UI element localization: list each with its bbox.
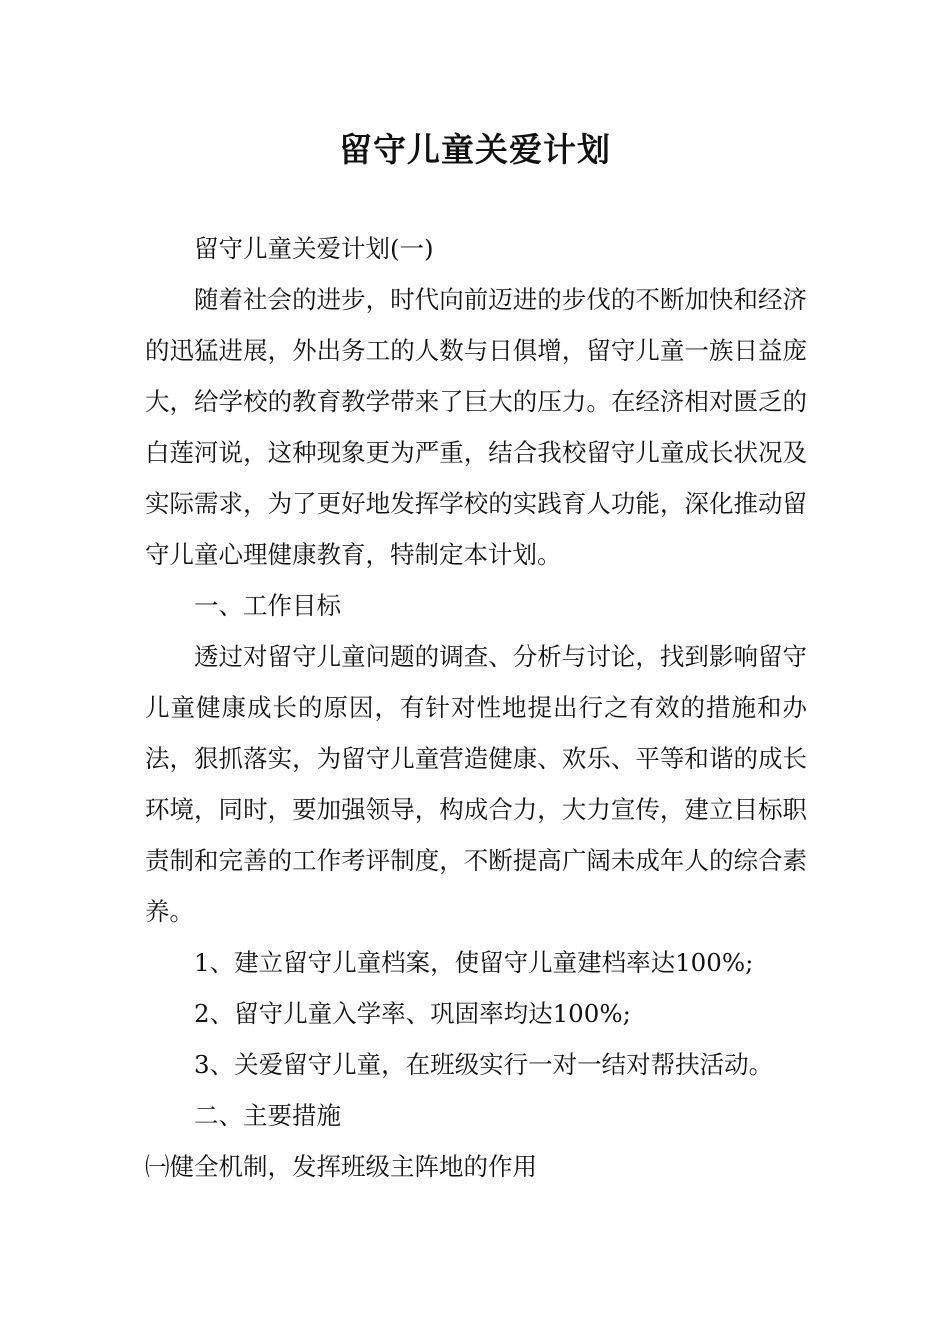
measure-subheading-1: ㈠健全机制，发挥班级主阵地的作用 [145,1152,537,1181]
goal-item-3: 3、关爱留守儿童，在班级实行一对一结对帮扶活动。 [194,1050,774,1079]
section-heading-work-goals: 一、工作目标 [194,591,341,620]
document-title: 留守儿童关爱计划 [339,130,611,169]
intro-paragraph: 随着社会的进步，时代向前迈进的步伐的不断加快和经济的迅猛进展，外出务工的人数与日俱增，留守儿童一族日益庞大，给学校的教育教学带来了巨大的压力。在经济相对匮乏的白莲河说，这种现象更为严重，结合我校留守儿童成长状况及实际需求，为了更好地发挥学校的实践育人功能，深化推动留守儿童心理健康教育，特制定本计划。 [145,285,807,569]
document-body [145,223,807,1192]
goal-item-2: 2、留守儿童入学率、巩固率均达100%; [194,999,631,1028]
goal-item-1: 1、建立留守儿童档案，使留守儿童建档率达100%; [194,948,754,977]
section-heading-main-measures: 二、主要措施 [194,1101,341,1130]
section-heading-plan-one: 留守儿童关爱计划(一) [194,234,434,263]
goals-paragraph: 透过对留守儿童问题的调查、分析与讨论，找到影响留守儿童健康成长的原因，有针对性地提出行之有效的措施和办法，狠抓落实，为留守儿童营造健康、欢乐、平等和谐的成长环境，同时，要加强领导，构成合力，大力宣传，建立目标职责制和完善的工作考评制度，不断提高广阔未成年人的综合素养。 [145,642,807,926]
